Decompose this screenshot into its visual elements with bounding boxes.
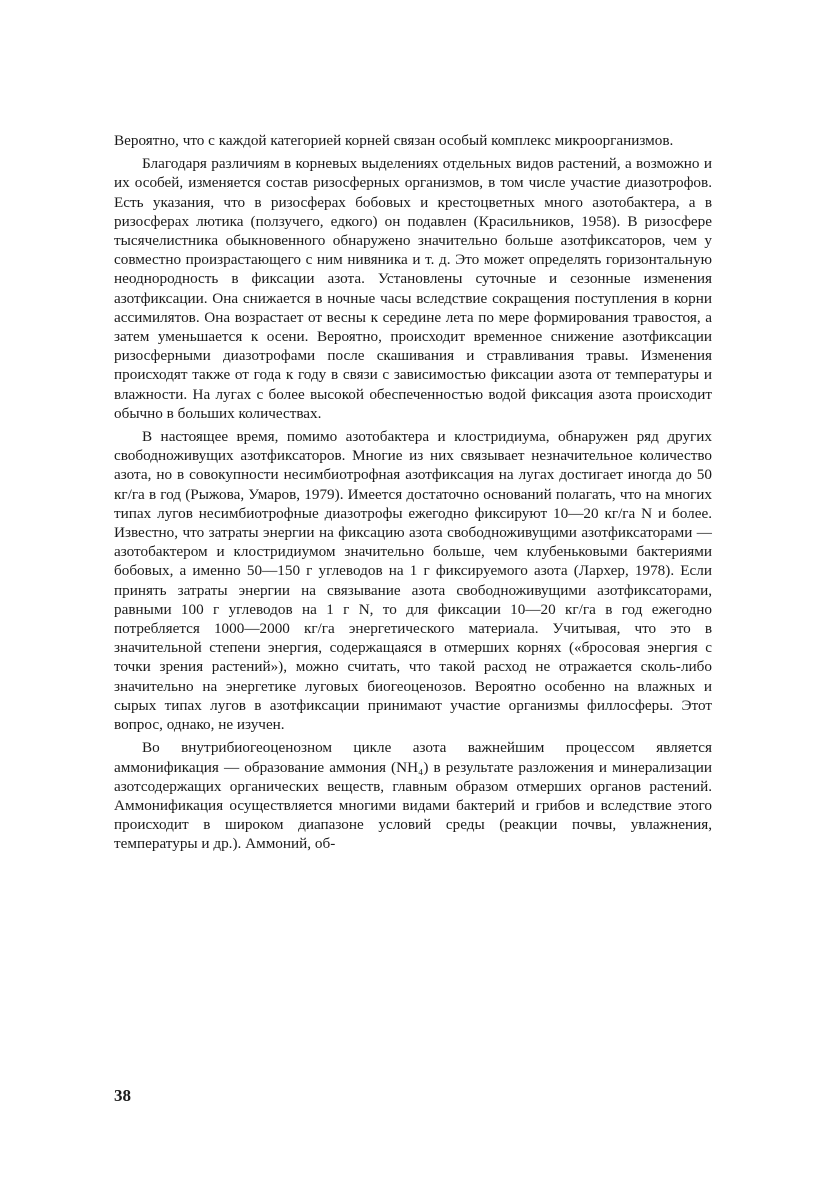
- paragraph-4: Во внутрибиогеоценозном цикле азота важнейшим процессом является аммонификация — образование аммония (NH₄) в результате разложения и минерализации азотсодержащих органических веществ, главным образом отмерших органов растений. Аммонификация осуществляется многими видами бактерий и грибов и вследствие этого происходит в широком диапазоне условий среды (реакции почвы, увлажнения, температуры и др.). Аммоний, об-: [114, 739, 712, 853]
- page-body: [114, 131, 712, 854]
- paragraph-1: Вероятно, что с каждой категорией корней связан особый комплекс микроорганизмов.: [114, 132, 674, 149]
- paragraph-2: Благодаря различиям в корневых выделениях отдельных видов растений, а возможно и их особей, изменяется состав ризосферных организмов, в том числе участие диазотрофов. Есть указания, что в ризосферах бобовых и крестоцветных много азотобактера, а в ризосферах лютика (ползучего, едкого) он подавлен (Красильников, 1958). В ризосфере тысячелистника обыкновенного обнаружено значительно больше азотфиксаторов, чем у совместно произрастающего с ним нивяника и т. д. Это может определять горизонтальную неоднородность в фиксации азота. Установлены суточные и сезонные изменения азотфиксации. Она снижается в ночные часы вследствие сокращения поступления в корни ассимилятов. Она возрастает от весны к середине лета по мере формирования травостоя, а затем уменьшается к осени. Вероятно, происходит временное снижение азотфиксации ризосферными диазотрофами после скашивания и стравливания травы. Изменения происходят также от года к году в связи с зависимостью фиксации азота от температуры и влажности. На лугах с более высокой обеспеченностью водой фиксация азота происходит обычно в больших количествах.: [114, 155, 712, 422]
- paragraph-3: В настоящее время, помимо азотобактера и клостридиума, обнаружен ряд других свободноживущих азотфиксаторов. Многие из них связывает незначительное количество азота, но в совокупности несимбиотрофная азотфиксация на лугах достигает иногда до 50 кг/га в год (Рыжова, Умаров, 1979). Имеется достаточно оснований полагать, что на многих типах лугов несимбиотрофные диазотрофы ежегодно фиксируют 10—20 кг/га N и более. Известно, что затраты энергии на фиксацию азота свободноживущими азотфиксаторами — азотобактером и клостридиумом значительно больше, чем клубеньковыми бактериями бобовых, а именно 50—150 г углеводов на 1 г фиксируемого азота (Лархер, 1978). Если принять затраты энергии на связывание азота свободноживущими азотфиксаторами, равными 100 г углеводов на 1 г N, то для фиксации 10—20 кг/га в год ежегодно потребляется 1000—2000 кг/га энергетического материала. Учитывая, что это в значительной степени энергия, содержащаяся в отмерших корнях («бросовая энергия с точки зрения растений»), можно считать, что такой расход не отражается сколь-либо значительно на энергетике луговых биогеоценозов. Вероятно особенно на влажных и сырых типах лугов в азотфиксации принимают участие организмы филлосферы. Этот вопрос, однако, не изучен.: [114, 428, 712, 734]
- page-number: 38: [114, 1086, 131, 1105]
